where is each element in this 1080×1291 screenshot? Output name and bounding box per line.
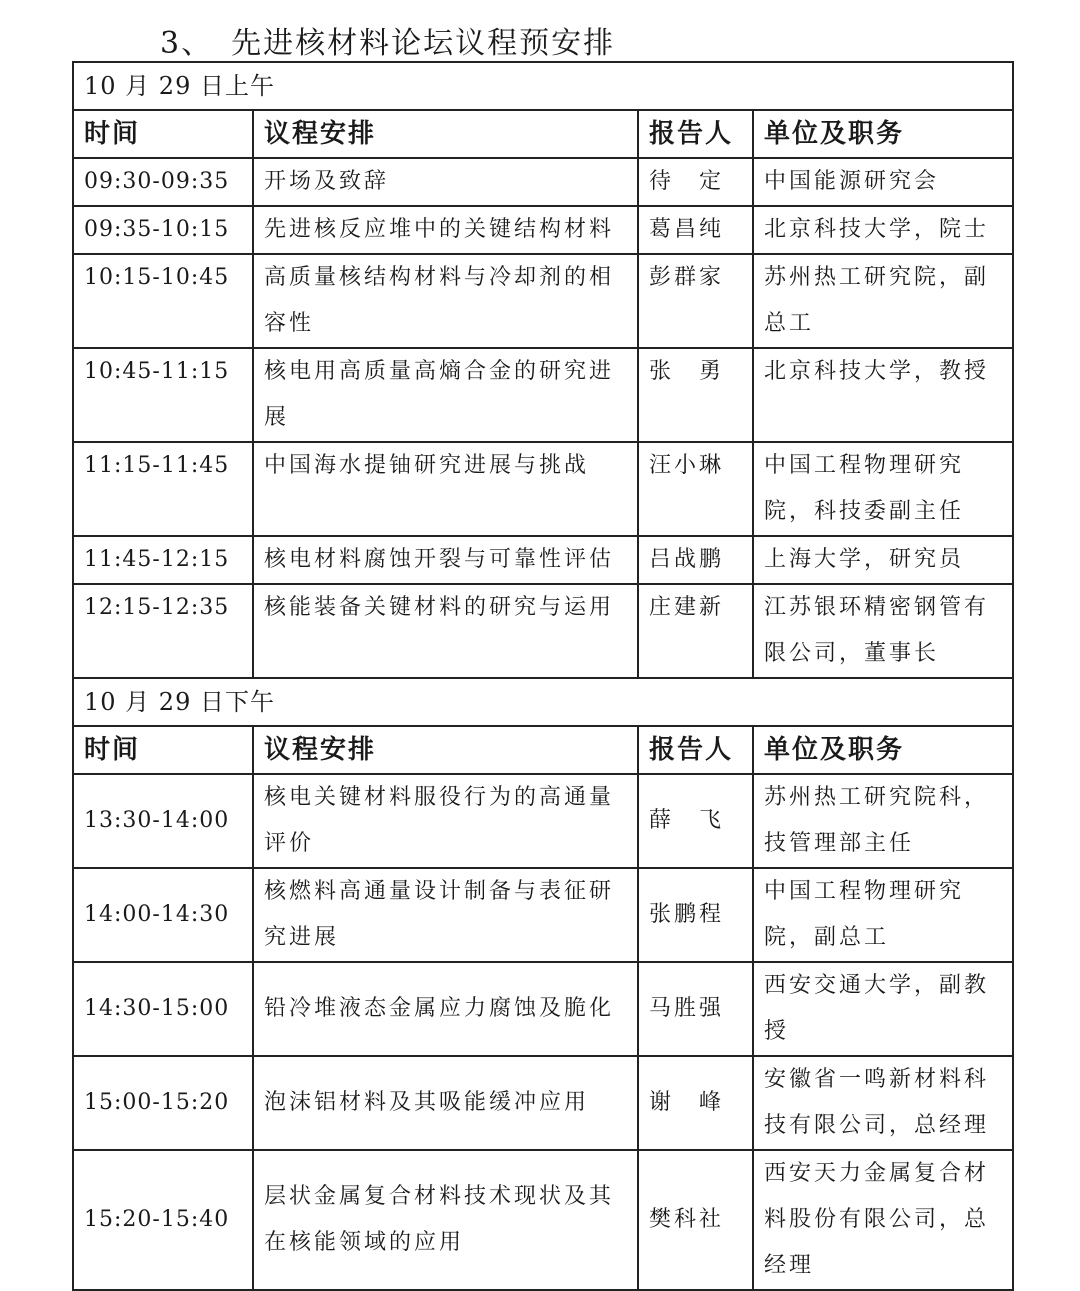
- header-speaker: 报告人: [638, 110, 753, 158]
- row-topic: 核燃料高通量设计制备与表征研究进展: [253, 868, 638, 962]
- row-speaker: 樊科社: [638, 1150, 753, 1290]
- row-topic: 核电用高质量高熵合金的研究进展: [253, 348, 638, 442]
- row-speaker: 庄建新: [638, 584, 753, 678]
- row-org: 西安交通大学，副教授: [753, 962, 1013, 1056]
- row-speaker: 马胜强: [638, 962, 753, 1056]
- section-label: 10 月 29 日上午: [73, 62, 1013, 110]
- row-speaker: 谢 峰: [638, 1056, 753, 1150]
- agenda-row: [73, 348, 1013, 442]
- title-number: 3、: [160, 26, 214, 61]
- row-org: 苏州热工研究院科，技管理部主任: [753, 774, 1013, 868]
- row-speaker: 待 定: [638, 158, 753, 206]
- row-org: 北京科技大学，教授: [753, 348, 1013, 442]
- header-speaker: 报告人: [638, 726, 753, 774]
- row-time: 14:00-14:30: [73, 868, 253, 962]
- row-topic: 中国海水提铀研究进展与挑战: [253, 442, 638, 536]
- agenda-table: [72, 61, 1014, 1291]
- row-org: 安徽省一鸣新材料科技有限公司，总经理: [753, 1056, 1013, 1150]
- header-time: 时间: [73, 110, 253, 158]
- row-time: 11:15-11:45: [73, 442, 253, 536]
- row-org: 西安天力金属复合材料股份有限公司，总经理: [753, 1150, 1013, 1290]
- row-org: 中国工程物理研究院，科技委副主任: [753, 442, 1013, 536]
- row-topic: 核电关键材料服役行为的高通量评价: [253, 774, 638, 868]
- row-org: 中国工程物理研究院，副总工: [753, 868, 1013, 962]
- section-label: 10 月 29 日下午: [73, 678, 1013, 726]
- agenda-row: [73, 1150, 1013, 1290]
- row-topic: 核电材料腐蚀开裂与可靠性评估: [253, 536, 638, 584]
- row-time: 10:45-11:15: [73, 348, 253, 442]
- row-time: 12:15-12:35: [73, 584, 253, 678]
- agenda-row: [73, 962, 1013, 1056]
- row-speaker: 彭群家: [638, 254, 753, 348]
- agenda-row: [73, 206, 1013, 254]
- agenda-row: [73, 158, 1013, 206]
- row-speaker: 吕战鹏: [638, 536, 753, 584]
- agenda-row: [73, 1056, 1013, 1150]
- header-org: 单位及职务: [753, 726, 1013, 774]
- section-header-row: [73, 678, 1013, 726]
- agenda-row: [73, 774, 1013, 868]
- row-speaker: 葛昌纯: [638, 206, 753, 254]
- agenda-row: [73, 536, 1013, 584]
- row-speaker: 张 勇: [638, 348, 753, 442]
- page-title: [160, 18, 615, 62]
- row-topic: 泡沫铝材料及其吸能缓冲应用: [253, 1056, 638, 1150]
- row-topic: 先进核反应堆中的关键结构材料: [253, 206, 638, 254]
- row-time: 15:20-15:40: [73, 1150, 253, 1290]
- row-topic: 开场及致辞: [253, 158, 638, 206]
- title-text: 先进核材料论坛议程预安排: [231, 26, 616, 61]
- agenda-row: [73, 584, 1013, 678]
- agenda-row: [73, 868, 1013, 962]
- header-topic: 议程安排: [253, 726, 638, 774]
- row-org: 苏州热工研究院，副总工: [753, 254, 1013, 348]
- row-time: 14:30-15:00: [73, 962, 253, 1056]
- row-speaker: 张鹏程: [638, 868, 753, 962]
- header-org: 单位及职务: [753, 110, 1013, 158]
- section-header-row: [73, 62, 1013, 110]
- row-org: 北京科技大学，院士: [753, 206, 1013, 254]
- row-topic: 铅冷堆液态金属应力腐蚀及脆化: [253, 962, 638, 1056]
- row-topic: 层状金属复合材料技术现状及其在核能领域的应用: [253, 1150, 638, 1290]
- row-topic: 高质量核结构材料与冷却剂的相容性: [253, 254, 638, 348]
- header-time: 时间: [73, 726, 253, 774]
- agenda-row: [73, 254, 1013, 348]
- row-org: 上海大学，研究员: [753, 536, 1013, 584]
- row-time: 09:35-10:15: [73, 206, 253, 254]
- row-org: 中国能源研究会: [753, 158, 1013, 206]
- agenda-row: [73, 442, 1013, 536]
- row-time: 10:15-10:45: [73, 254, 253, 348]
- column-header-row: [73, 726, 1013, 774]
- row-time: 15:00-15:20: [73, 1056, 253, 1150]
- row-speaker: 薛 飞: [638, 774, 753, 868]
- row-speaker: 汪小琳: [638, 442, 753, 536]
- column-header-row: [73, 110, 1013, 158]
- row-org: 江苏银环精密钢管有限公司，董事长: [753, 584, 1013, 678]
- row-time: 11:45-12:15: [73, 536, 253, 584]
- header-topic: 议程安排: [253, 110, 638, 158]
- row-time: 13:30-14:00: [73, 774, 253, 868]
- row-time: 09:30-09:35: [73, 158, 253, 206]
- row-topic: 核能装备关键材料的研究与运用: [253, 584, 638, 678]
